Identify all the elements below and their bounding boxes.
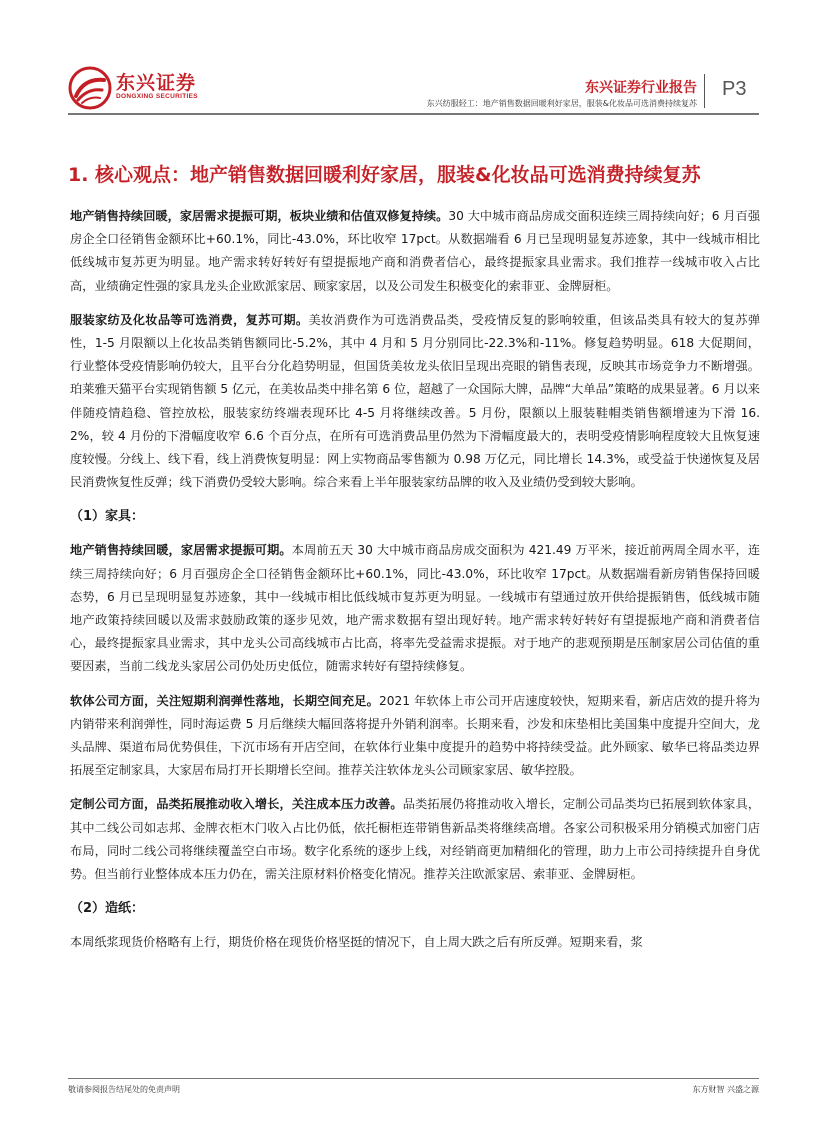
paragraph-1-text: 30 大中城市商品房成交面积连续三周持续向好；6 月百强房企全口径销售金额环比+60.1%，同比-43.0%，环比收窄 17pct。从数据端看 6 月已呈现明显复苏迹象，其中一线城市相比低线城市复苏更为明显。地产需求转好转好有望提振地产商和消费者信心，最终提振家具业需求。我们推荐一线城市收入占比高，业绩确定性强的家具龙头企业欧派家居、顾家家居，以及公司发生积极变化的索菲亚、金牌厨柜。 xyxy=(70,209,761,293)
paragraph-2-text: 美妆消费作为可选消费品类，受疫情反复的影响较重，但该品类具有较大的复苏弹性，1-5 月限额以上化妆品类销售额同比-5.2%，其中 4 月和 5 月分别同比-22.3%和-11%。修复趋势明显。618 大促期间，行业整体受疫情影响仍较大，且平台分化趋势明显，但国货美妆龙头依旧呈现出亮眼的销售表现，反映其市场竞争力不断增强。珀莱雅天猫平台实现销售额 5 亿元，在美妆品类中排名第 6 位，超越了一众国际大牌，品牌“大单品”策略的成果显著。6 月以来伴随疫情趋稳、管控放松，服装家纺终端表现环比 4-5 月将继续改善。5 月份，限额以上服装鞋帽类销售额增速为下滑 16.2%，较 4 月份的下滑幅度收窄 6.6 个百分点，在所有可选消费品里仍然为下滑幅度最大的，表明受疫情影响程度较大且恢复速度较慢。分线上、线下看，线上消费恢复明显：网上实物商品零售额为 0.98 万亿元，同比增长 14.3%，或受益于快递恢复及居民消费恢复性反弹；线下消费仍受较大影响。综合来看上半年服装家纺品牌的收入及业绩仍受到较大影响。 xyxy=(70,312,761,490)
paragraph-5 xyxy=(70,793,760,886)
header-separator xyxy=(704,74,705,108)
page-header xyxy=(0,0,827,112)
page-number: P3 xyxy=(722,78,747,100)
section-heading: 1. 核心观点：地产销售数据回暖利好家居，服装&化妆品可选消费持续复苏 xyxy=(68,164,701,186)
paragraph-5-lead: 定制公司方面，品类拓展推动收入增长，关注成本压力改善。 xyxy=(70,797,403,812)
logo-icon xyxy=(68,66,112,110)
paragraph-1 xyxy=(70,205,760,298)
paragraph-4 xyxy=(70,690,760,783)
paragraph-4-text: 2021 年软体上市公司开店速度较快，短期来看，新店店效的提升将为内销带来利润弹性，同时海运费 5 月后继续大幅回落将提升外销利润率。长期来看，沙发和床垫相比美国集中度提升空间大，龙头品牌、渠道布局优势俱佳，下沉市场有开店空间，在软体行业集中度提升的趋势中将持续受益。此外顾家、敏华已将品类边界拓展至定制家具，大家居布局打开长期增长空间。推荐关注软体龙头公司顾家家居、敏华控股。 xyxy=(70,693,761,778)
paragraph-6-text: 本周纸浆现货价格略有上行，期货价格在现货价格坚挺的情况下，自上周大跌之后有所反弹。短期来看，浆 xyxy=(70,935,643,950)
paragraph-2 xyxy=(70,309,760,495)
footer-slogan: 东方财智 兴盛之源 xyxy=(692,1085,759,1094)
paragraph-2-lead: 服装家纺及化妆品等可选消费，复苏可期。 xyxy=(70,312,309,327)
logo-subtext: DONGXING SECURITIES xyxy=(116,93,198,100)
paragraph-1-lead: 地产销售持续回暖，家居需求提振可期，板块业绩和估值双修复持续。 xyxy=(70,209,449,223)
paragraph-3 xyxy=(70,539,760,678)
footer-rule xyxy=(68,1078,759,1079)
header-rule xyxy=(68,113,759,115)
footer-disclaimer: 敬请参阅报告结尾处的免责声明 xyxy=(68,1085,180,1094)
logo-text: 东兴证券 xyxy=(116,72,197,94)
company-logo xyxy=(68,66,228,114)
paragraph-3-lead: 地产销售持续回暖，家居需求提振可期。 xyxy=(70,543,292,558)
body-content xyxy=(70,205,760,965)
subheading-paper: （2）造纸： xyxy=(70,901,145,917)
report-subtitle: 东兴纺服轻工：地产销售数据回暖利好家居，服装&化妆品可选消费持续复苏 xyxy=(426,99,697,108)
report-title: 东兴证券行业报告 xyxy=(585,80,697,96)
paragraph-4-lead: 软体公司方面，关注短期利润弹性落地，长期空间充足。 xyxy=(70,693,380,708)
subheading-furniture: （1）家具： xyxy=(70,509,145,525)
paragraph-6 xyxy=(70,931,760,954)
paragraph-5-text: 品类拓展仍将推动收入增长，定制公司品类均已拓展到软体家具，其中二线公司如志邦、金牌衣柜木门收入占比仍低，依托橱柜连带销售新品类将继续高增。各家公司积极采用分销模式加密门店布局，同时二线公司将继续覆盖空白市场。数字化系统的逐步上线，对经销商更加精细化的管理，助力上市公司持续提升自身优势。但当前行业整体成本压力仍在，需关注原材料价格变化情况。推荐关注欧派家居、索菲亚、金牌厨柜。 xyxy=(70,797,761,882)
paragraph-3-text: 本周前五天 30 大中城市商品房成交面积为 421.49 万平米，接近前两周全周水平，连续三周持续向好；6 月百强房企全口径销售金额环比+60.1%，同比-43.0%，环比收窄 17pct。从数据端看新房销售保持回暖态势，6 月已呈现明显复苏迹象，其中一线城市相比低线城市复苏更为明显。一线城市有望通过放开供给提振销售，低线城市随地产政策持续回暖以及需求鼓励政策的逐步见效，地产需求数据有望出现好转。地产需求转好转好有望提振地产商和消费者信心，最终提振家具业需求，其中龙头公司高线城市占比高，将率先受益需求提振。对于地产的悲观预期是压制家居公司估值的重要因素，当前二线龙头家居公司仍处历史低位，随需求转好有望持续修复。 xyxy=(70,543,761,674)
